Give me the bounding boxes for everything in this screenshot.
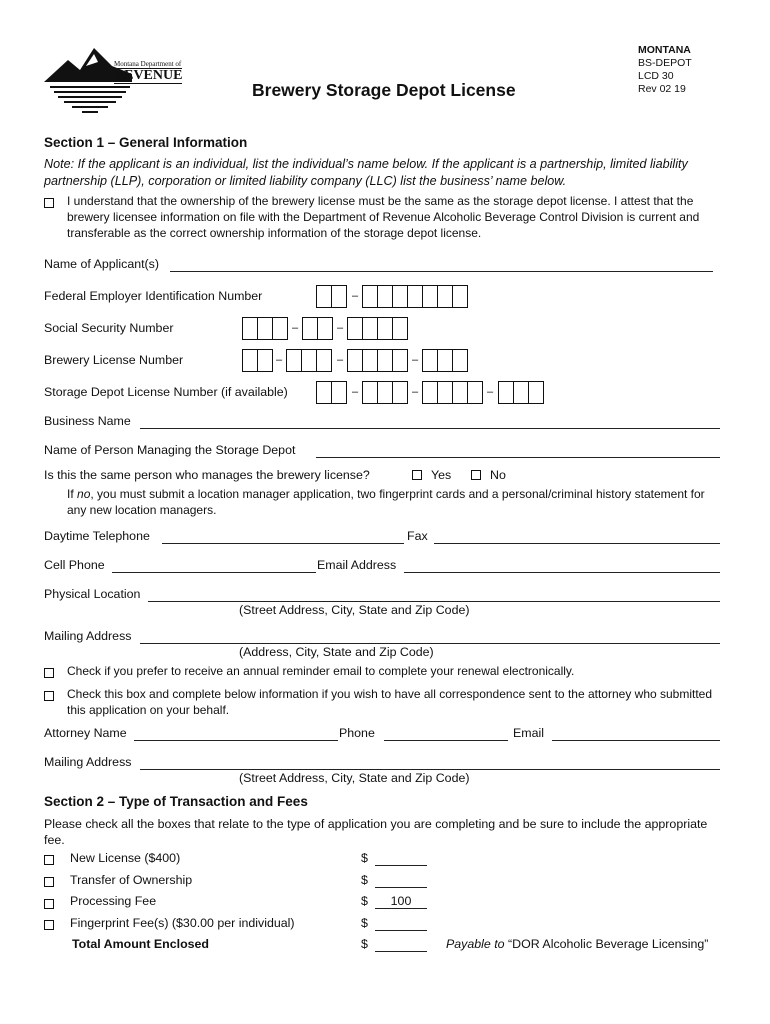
same-person-question: Is this the same person who manages the brewery license? [44, 468, 370, 482]
cell-phone-field[interactable] [112, 560, 316, 573]
attorney-email-field[interactable] [552, 728, 720, 741]
form-identifier [638, 44, 692, 96]
attorney-phone-field[interactable] [384, 728, 508, 741]
fingerprint-fee-label: Fingerprint Fee(s) ($30.00 per individual) [70, 916, 295, 930]
fax-label: Fax [407, 529, 428, 543]
brewery-license-label: Brewery License Number [44, 353, 184, 367]
ssn-label: Social Security Number [44, 321, 174, 335]
attorney-name-label: Attorney Name [44, 726, 127, 740]
mailing-address-hint: (Address, City, State and Zip Code) [239, 645, 434, 659]
manager-name-field[interactable] [316, 445, 720, 458]
physical-location-hint: (Street Address, City, State and Zip Code) [239, 603, 470, 617]
brewery-license-part1[interactable] [242, 349, 273, 372]
applicant-name-label: Name of Applicant(s) [44, 257, 160, 271]
brewery-license-part2[interactable] [286, 349, 332, 372]
section1-note: Note: If the applicant is an individual, list the individual’s name below. If the applicant is a partnership, limited liability partnership (LLP), corporation or limited liability company (LLC) list the business’ name below. [44, 157, 688, 188]
storage-license-part4[interactable] [498, 381, 544, 404]
processing-fee-amount[interactable]: 100 [375, 894, 427, 909]
new-license-amount[interactable] [375, 851, 427, 866]
form-title: Brewery Storage Depot License [252, 80, 516, 100]
no-checkbox[interactable] [471, 467, 481, 481]
mailing-address-field[interactable] [140, 631, 720, 644]
storage-license-part1[interactable] [316, 381, 347, 404]
attest-text: I understand that the ownership of the brewery license must be the same as the storage depot license. I attest that the brewery licensee information on file with the Department of Revenue Alcoholic Beverage Control Division is current and transferable as the correct ownership information of the storage depot license. [67, 194, 700, 240]
manager-name-label: Name of Person Managing the Storage Depot [44, 443, 296, 457]
ssn-field-part2[interactable] [302, 317, 333, 340]
attorney-checkbox-text: Check this box and complete below information if you wish to have all correspondence sent to the attorney who submitted this application on your behalf. [67, 687, 713, 717]
section2-instructions: Please check all the boxes that relate to the type of application you are completing and be sure to include the appropriate fee. [44, 817, 708, 847]
logo-top-text: Montana Department of [114, 60, 182, 68]
attorney-email-label: Email [513, 726, 544, 740]
reminder-checkbox[interactable] [44, 665, 54, 679]
total-amount-label: Total Amount Enclosed [72, 937, 209, 951]
reminder-text: Check if you prefer to receive an annual reminder email to complete your renewal electronically. [67, 664, 575, 678]
processing-fee-label: Processing Fee [70, 894, 157, 908]
fingerprint-fee-amount[interactable] [375, 916, 427, 931]
if-no-instructions: If no, you must submit a location manager application, two fingerprint cards and a personal/criminal history statement for any new location managers. [67, 487, 705, 517]
logo-main-text: REVENUE [114, 68, 183, 83]
new-license-currency: $ [361, 851, 368, 865]
ssn-field-part3[interactable] [347, 317, 408, 340]
fingerprint-fee-currency: $ [361, 916, 368, 930]
form-rev: Rev 02 19 [638, 83, 686, 95]
email-address-label: Email Address [317, 558, 397, 572]
storage-license-part2[interactable] [362, 381, 408, 404]
physical-location-label: Physical Location [44, 587, 141, 601]
fein-label: Federal Employer Identification Number [44, 289, 263, 303]
applicant-name-field[interactable] [170, 259, 713, 272]
new-license-label: New License ($400) [70, 851, 181, 865]
attorney-mailing-hint: (Street Address, City, State and Zip Code) [239, 771, 470, 785]
transfer-amount[interactable] [375, 873, 427, 888]
attorney-mailing-field[interactable] [140, 757, 720, 770]
fein-field-part2[interactable] [362, 285, 468, 308]
yes-label: Yes [431, 468, 452, 482]
yes-checkbox[interactable] [412, 467, 422, 481]
processing-fee-currency: $ [361, 894, 368, 908]
form-state: MONTANA [638, 44, 691, 56]
attest-checkbox[interactable] [44, 195, 58, 209]
physical-location-field[interactable] [148, 589, 720, 602]
fax-field[interactable] [434, 531, 720, 544]
attorney-phone-label: Phone [339, 726, 375, 740]
total-currency: $ [361, 937, 368, 951]
section1-heading: Section 1 – General Information [44, 135, 248, 150]
fein-field-part1[interactable] [316, 285, 347, 308]
daytime-telephone-field[interactable] [162, 531, 404, 544]
daytime-telephone-label: Daytime Telephone [44, 529, 150, 543]
revenue-logo [42, 44, 188, 116]
attorney-name-field[interactable] [134, 728, 338, 741]
email-address-field[interactable] [404, 560, 720, 573]
no-label: No [490, 468, 506, 482]
storage-license-label: Storage Depot License Number (if available) [44, 385, 288, 399]
form-code: BS-DEPOT [638, 57, 692, 69]
cell-phone-label: Cell Phone [44, 558, 105, 572]
fingerprint-fee-checkbox[interactable] [44, 917, 54, 931]
transfer-label: Transfer of Ownership [70, 873, 193, 887]
transfer-currency: $ [361, 873, 368, 887]
brewery-license-part4[interactable] [422, 349, 468, 372]
business-name-label: Business Name [44, 414, 131, 428]
processing-fee-checkbox[interactable] [44, 896, 54, 910]
mailing-address-label: Mailing Address [44, 629, 132, 643]
new-license-checkbox[interactable] [44, 852, 54, 866]
attorney-mailing-label: Mailing Address [44, 755, 132, 769]
section2-heading: Section 2 – Type of Transaction and Fees [44, 794, 308, 809]
ssn-field-part1[interactable] [242, 317, 288, 340]
transfer-checkbox[interactable] [44, 874, 54, 888]
payable-to-text: Payable to “DOR Alcoholic Beverage Licensing” [446, 937, 709, 951]
brewery-license-part3[interactable] [347, 349, 408, 372]
attorney-checkbox[interactable] [44, 688, 54, 702]
form-lcd: LCD 30 [638, 70, 674, 82]
storage-license-part3[interactable] [422, 381, 483, 404]
total-amount-field[interactable] [375, 937, 427, 952]
business-name-field[interactable] [140, 416, 720, 429]
